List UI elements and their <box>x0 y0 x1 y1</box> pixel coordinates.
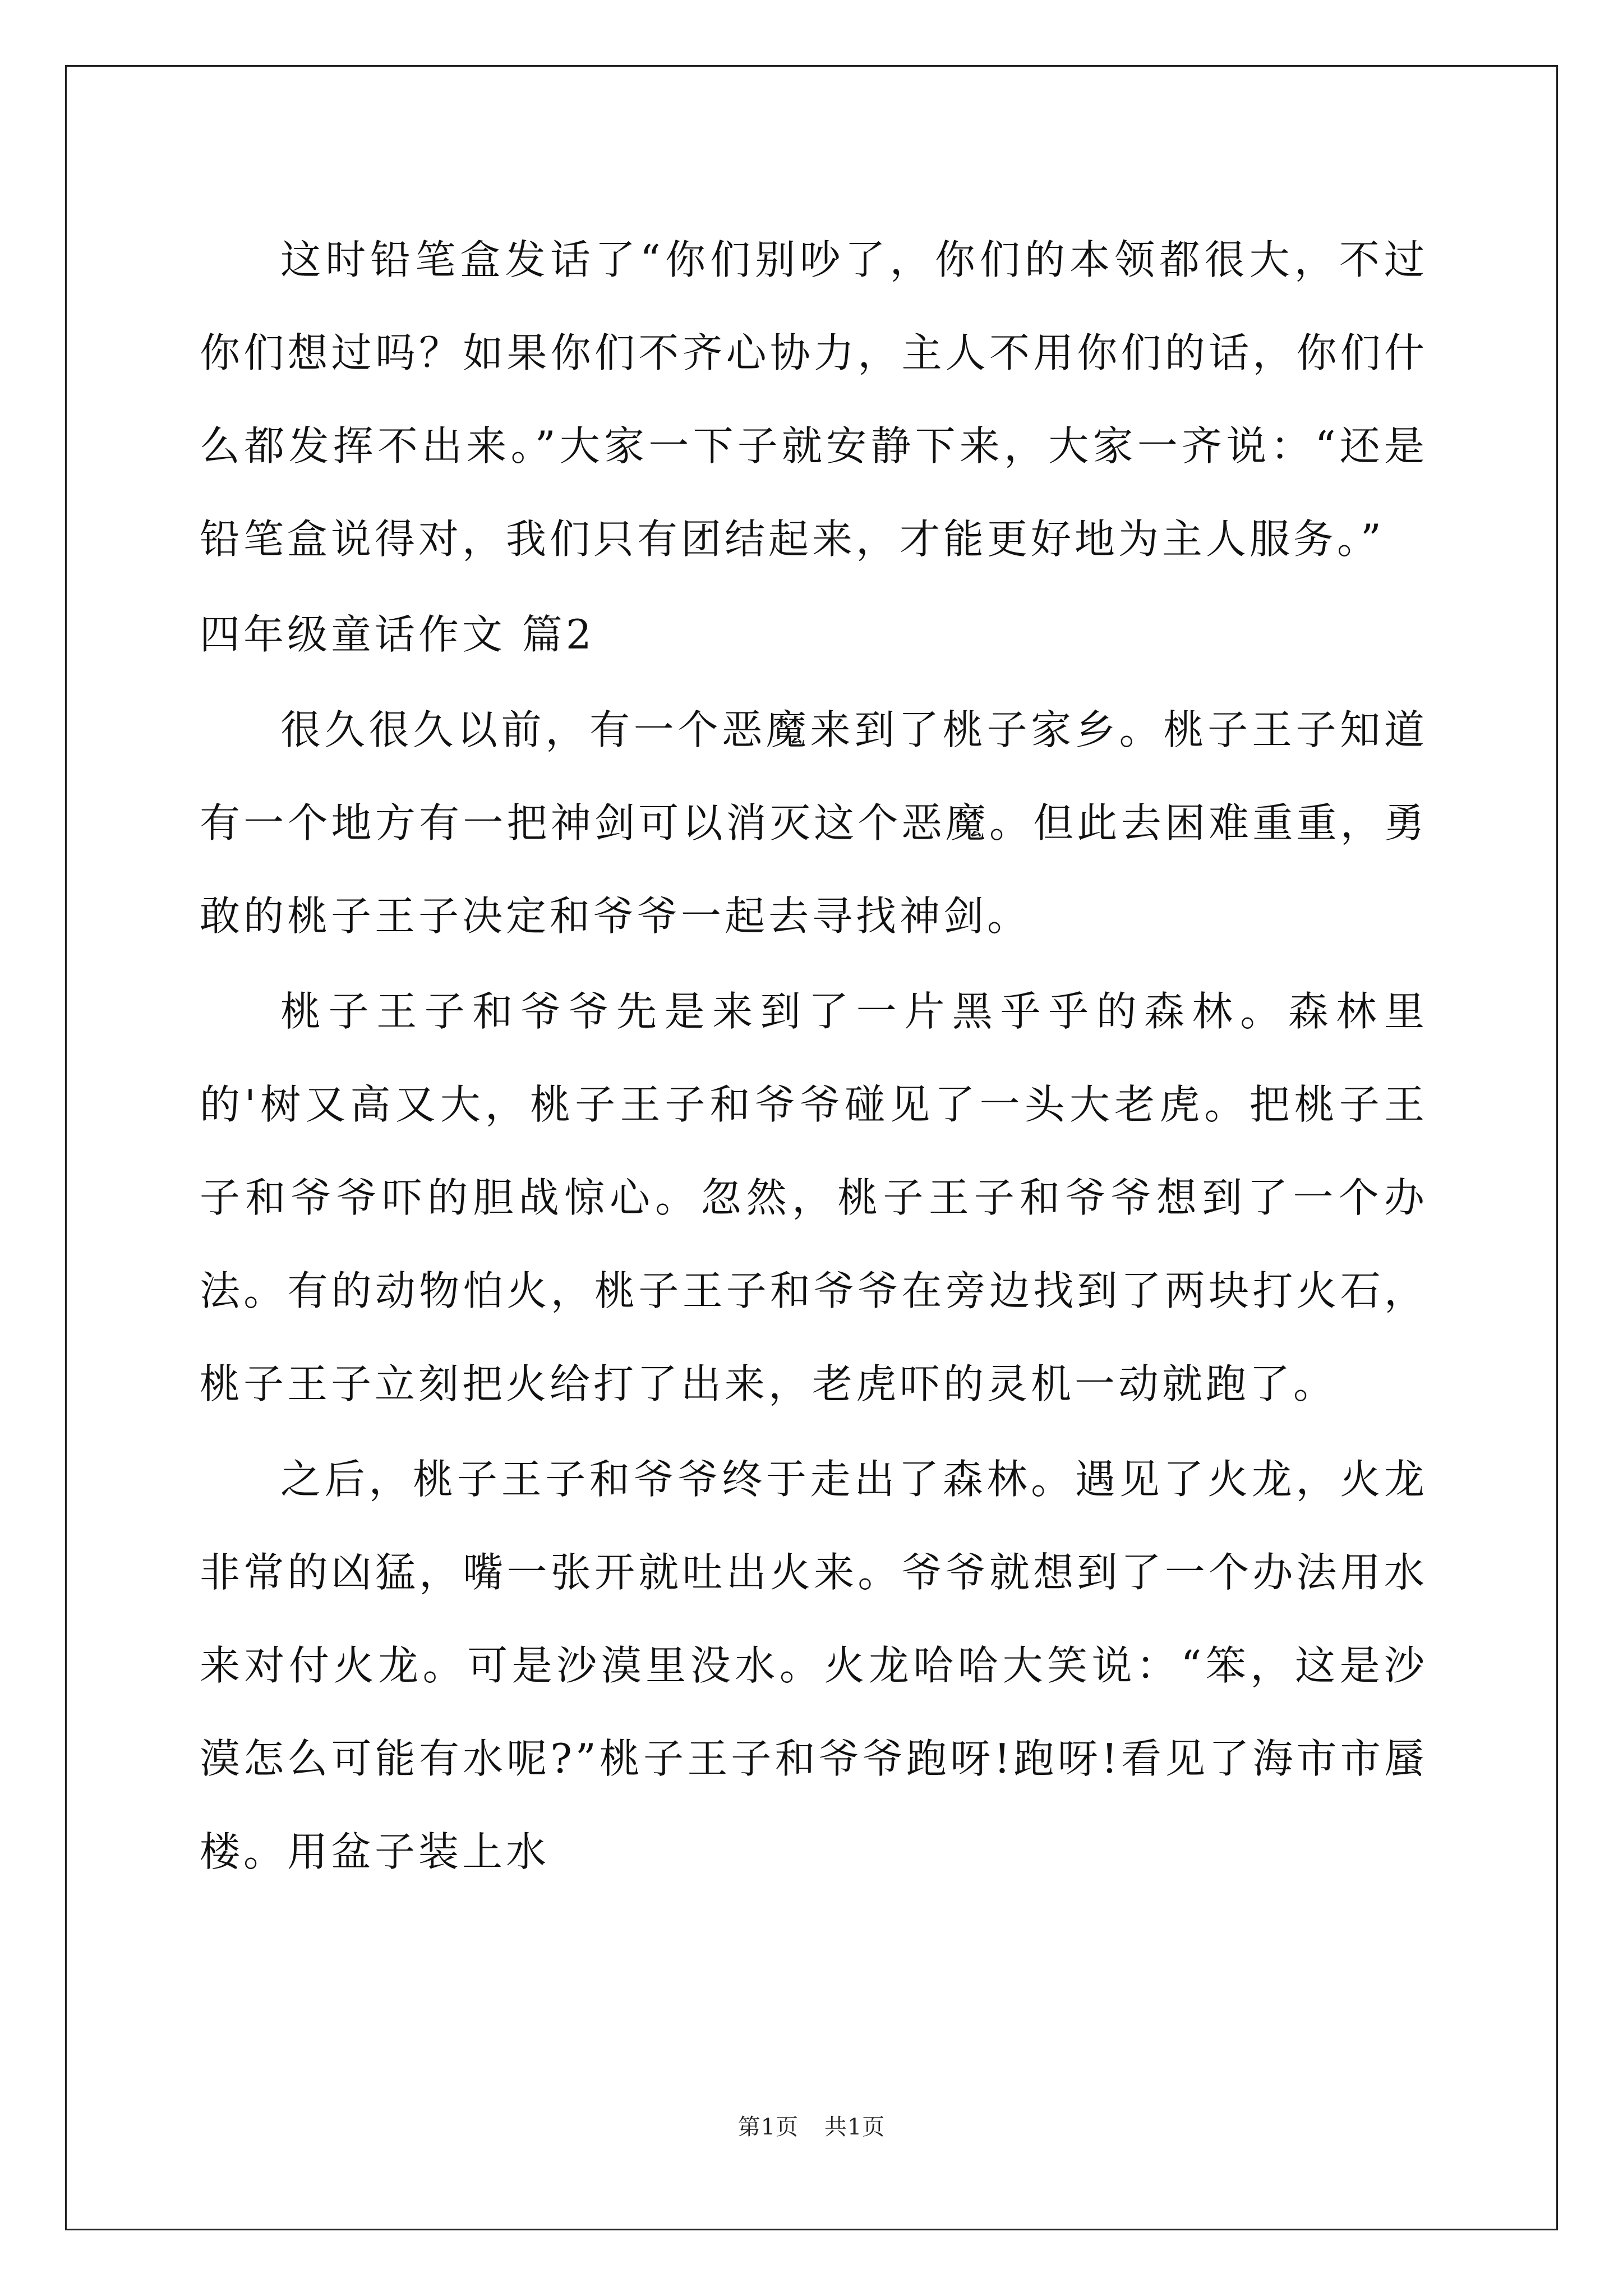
paragraph: 这时铅笔盒发话了“你们别吵了，你们的本领都很大，不过你们想过吗？如果你们不齐心协力，主人不用你们的话，你们什么都发挥不出来。”大家一下子就安静下来，大家一齐说：“还是铅笔盒说得对，我们只有团结起来，才能更好地为主人服务。” <box>200 236 1428 563</box>
paragraph: 之后，桃子王子和爷爷终于走出了森林。遇见了火龙，火龙非常的凶猛，嘴一张开就吐出火来。爷爷就想到了一个办法用水来对付火龙。可是沙漠里没水。火龙哈哈大笑说：“笨，这是沙漠怎么可能有水呢?”桃子王子和爷爷跑呀!跑呀!看见了海市市蜃楼。用盆子装上水 <box>200 1456 1428 1875</box>
section-heading: 四年级童话作文 篇2 <box>200 611 595 658</box>
page-footer <box>0 2109 1623 2141</box>
page-number-current: 第1页 <box>737 2114 799 2140</box>
page-number-total: 共1页 <box>824 2114 886 2140</box>
document-body <box>200 213 1428 1901</box>
paragraph: 桃子王子和爷爷先是来到了一片黑乎乎的森林。森林里的'树又高又大，桃子王子和爷爷碰见了一头大老虎。把桃子王子和爷爷吓的胆战惊心。忽然，桃子王子和爷爷想到了一个办法。有的动物怕火，桃子王子和爷爷在旁边找到了两块打火石，桃子王子立刻把火给打了出来，老虎吓的灵机一动就跑了。 <box>200 988 1428 1407</box>
paragraph: 很久很久以前，有一个恶魔来到了桃子家乡。桃子王子知道有一个地方有一把神剑可以消灭这个恶魔。但此去困难重重，勇敢的桃子王子决定和爷爷一起去寻找神剑。 <box>200 706 1428 940</box>
